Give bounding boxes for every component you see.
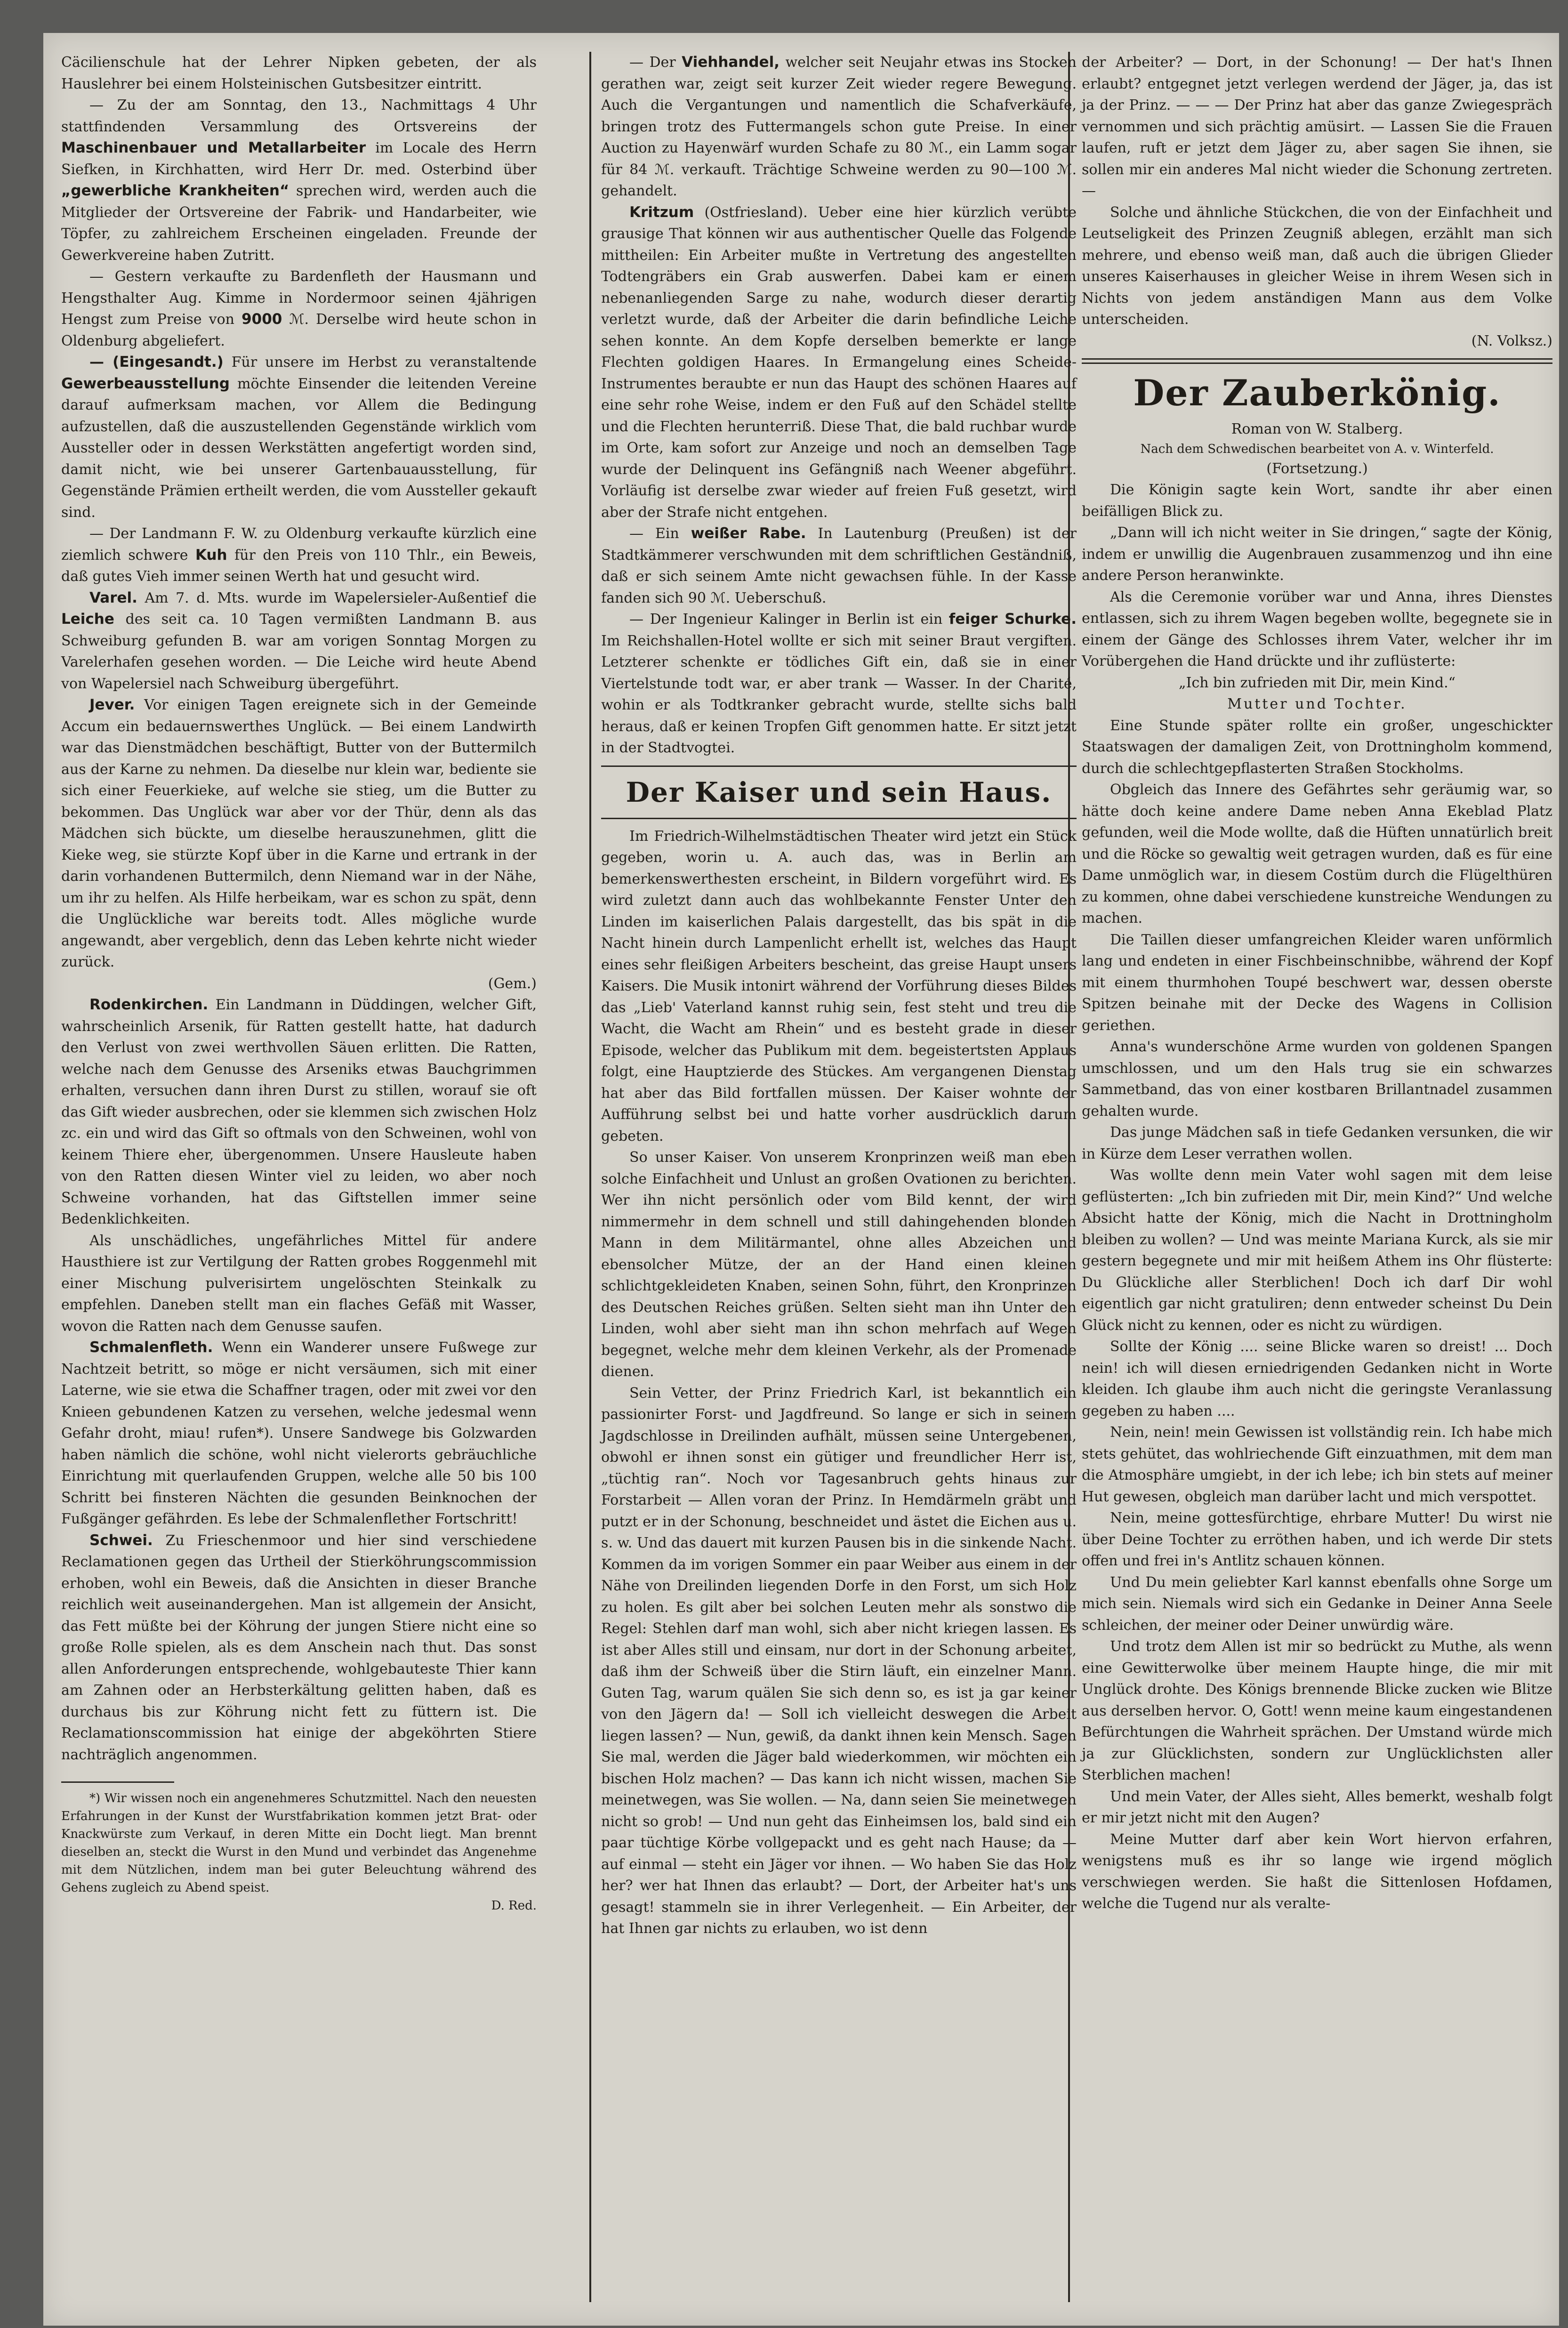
keyword: 9000 (241, 311, 282, 328)
text: Ein Landmann in Düddingen, welcher Gift, wahrscheinlich Arsenik, für Ratten gestellt hatte, hat dadurch den Verlust von zwei werthvollen Säuen erlitten. Die Ratten, welche nach dem Genusse des Arseniks etwas Bauchgrimmen erhalten, versuchen dann ihren Durst zu stillen, worauf sie oft das Gift wieder ausbrechen, oder sie klemmen sich zwischen Holz zc. ein und wird das Gift so oftmals von den Schweinen, wohl von keinem Thiere eher, übergenommen. Unsere Hausleute haben von den Ratten diesen Winter viel zu leiden, wo aber noch Schweine vorhanden, hat das Giftstellen immer seine Bedenklichkeiten. (61, 997, 537, 1227)
serial-paragraph: Obgleich das Innere des Gefährtes sehr geräumig war, so hätte doch keine andere Dame neben Anna Ekeblad Platz gefunden, weil die Mode wollte, daß die Hüften unnatürlich breit und die Röcke so gewaltig weit getragen wurden, daß es für eine Dame unmöglich war, in diesem Costüm durch die Flügelthüren zu kommen, ohne dabei verschiedene kunstreiche Wendungen zu machen. (1082, 781, 1552, 926)
serial-continuation: (Fortsetzung.) (1266, 460, 1368, 477)
news-item (61, 266, 537, 352)
serial-quote: „Ich bin zufrieden mit Dir, mein Kind.“ (1179, 674, 1455, 691)
column-left (61, 52, 537, 1915)
text: — Der (629, 54, 676, 71)
text: (Ostfriesland). Ueber eine hier kürzlich verübte grausige That können wir aus authentischer Quelle das Folgende mittheilen: Ein Arbeiter mußte in Vertretung des angestellten Todtengräbers ein Grab auswerfen. Dabei kam er einem nebenanliegenden Sarge zu nahe, wodurch dieser derartig verletzt wurde, daß der Arbeiter die darin befindliche Leiche sehen konnte. An dem Kopfe derselben bemerkte er lange Flechten goldigen Haares. In Ermangelung eines Scheide-Instrumentes beraubte er nun das Haupt des schönen Haares auf eine sehr rohe Weise, indem er den Fuß auf den Schädel stellte und die Flechten herunterriß. Diese That, die bald ruchbar wurde im Orte, kam sofort zur Anzeige und noch an demselben Tage wurde der Delinquent ins Gefängniß nach Weener abgeführt. Vorläufig ist derselbe zwar wieder auf freien Fuß gesetzt, wird aber der Strafe nicht entgehen. (601, 204, 1077, 521)
text: möchte Einsender die leitenden Vereine darauf aufmerksam machen, vor Allem die Bedingung aufzustellen, daß die auszustellenden Gegenstände wirklich vom Aussteller oder in dessen Werkstätten angefertigt worden sind, damit nicht, wie bei unserer Gartenbauausstellung, für Gegenstände Prämien ertheilt werden, die vom Aussteller gekauft sind. (61, 375, 537, 521)
dateline: Schmalenfleth. (89, 1339, 213, 1356)
chapter-title: Mutter und Tochter. (1227, 696, 1407, 712)
source-note: (N. Volksz.) (1471, 332, 1552, 349)
keyword: weißer Rabe. (691, 525, 806, 542)
text: In Lautenburg (Preußen) ist der Stadtkämmerer verschwunden mit dem schriftlichen Geständniß, daß er sich seinem Amte nicht gewachsen fühle. In der Kasse fanden sich 90 ℳ. Ueberschuß. (601, 525, 1077, 606)
serial-paragraph: Was wollte denn mein Vater wohl sagen mit dem leise geflüsterten: „Ich bin zufrieden mit Dir, mein Kind?“ Und welche Absicht hatte der König, mich die Nacht in Drottningholm bleiben zu wollen? — Und was meinte Mariana Kurck, als sie mir gestern begegnete und mir mit heißem Athem ins Ohr flüsterte: Du Glückliche aller Sterblichen! Doch ich darf Dir wohl eigentlich gar nicht gratuliren; denn entweder scheinst Du Dein Glück nicht zu kennen, oder es nicht zu würdigen. (1082, 1167, 1552, 1334)
serial-paragraph: Anna's wunderschöne Arme wurden von goldenen Spangen umschlossen, und um den Hals trug sie ein schwarzes Sammetband, das von einer kostbaren Brillantnadel zusammen gehalten wurde. (1082, 1039, 1552, 1120)
text: — Gestern verkaufte zu Bardenfleth der Hausmann und Hengsthalter Aug. Kimme in Nordermoor seinen 4jährigen Hengst zum Preise von (61, 268, 537, 328)
news-item (61, 1337, 537, 1530)
dateline: Varel. (89, 589, 137, 606)
text: sprechen wird, werden auch die Mitglieder der Ortsvereine der Fabrik- und Handarbeiter, wie Töpfer, zu zahlreichem Erscheinen eingeladen. Freunde der Gewerkvereine haben Zutritt. (61, 183, 537, 264)
section-divider (601, 765, 1077, 767)
text: Wenn ein Wanderer unsere Fußwege zur Nachtzeit betritt, so möge er nicht versäumen, sich mit einer Laterne, wie sie etwa die Schaffner tragen, oder mit zwei vor den Knieen gebundenen Katzen zu versehen, welche jedesmal wenn Gefahr droht, miau! rufen*). Unsere Sandwege bis Golzwarden haben nämlich die schöne, wohl nicht vielerorts gebräuchliche Einrichtung mit querlaufenden Gruppen, welche alle 50 bis 100 Schritt bei finsteren Nächten die gesunden Beinknochen der Fußgänger gefährden. Es lebe der Schmalenflether Fortschritt! (61, 1339, 537, 1527)
text: Am 7. d. Mts. wurde im Wapelersieler-Außentief die (145, 589, 537, 606)
text: Im Reichshallen-Hotel wollte er sich mit seiner Braut vergiften. Letzterer schenkte er tödliches Gift ein, daß sie in einer Viertelstunde todt war, er aber trank — Wasser. In der Charité, wohin er als Todtkranker gebracht wurde, stellte sichs bald heraus, daß er keinen Tropfen Gift genommen hatte. Er sitzt jetzt in der Stadtvogtei. (601, 632, 1077, 756)
serial-paragraph: Nein, nein! mein Gewissen ist vollständig rein. Ich habe mich stets gehütet, das wohlriechende Gift einzuathmen, mit dem man die Atmosphäre umgiebt, in der ich lebe; ich bin stets auf meiner Hut gewesen, obgleich man darüber lacht und mich verspottet. (1082, 1424, 1552, 1505)
news-item (61, 523, 537, 588)
keyword: Gewerbeausstellung (61, 375, 230, 392)
serial-paragraph: Eine Stunde später rollte ein großer, ungeschickter Staatswagen der damaligen Zeit, von Drottningholm kommend, durch die schlechtgepflasterten Straßen Stockholms. (1082, 717, 1552, 777)
text: — Der Landmann F. W. zu Oldenburg verkaufte kürzlich eine ziemlich schwere (61, 525, 537, 564)
news-item (61, 95, 537, 266)
news-item (601, 523, 1077, 609)
article-paragraph: Im Friedrich-Wilhelmstädtischen Theater wird jetzt ein Stück gegeben, worin u. A. auch das, was in Berlin am bemerkenswerthesten erscheint, in Bildern vorgeführt wird. Es wird zuletzt dann auch das wohlbekannte Fenster Unter den Linden im kaiserlichen Palais dargestellt, das bis spät in die Nacht hinein durch Lampenlicht erhellt ist, welches das Haupt eines sehr fleißigen Arbeiters bescheint, das greise Haupt unsers Kaisers. Die Musik intonirt während der Vorführung dieses Bildes das „Lieb' Vaterland kannst ruhig sein, fest steht und treu die Wacht, die Wacht am Rhein“ und es besteht grade in dieser Episode, welcher das Publikum mit dem. begeistertsten Applaus folgt, eine Hauptzierde des Stückes. Am vergangenen Dienstag hat aber das Bild fortfallen müssen. Der Kaiser wohnte der Aufführung selbst bei und hatte vorher ausdrücklich darum gebeten. (601, 828, 1077, 1144)
serial-paragraph: Nein, meine gottesfürchtige, ehrbare Mutter! Du wirst nie über Deine Tochter zu erröthen haben, und ich werde Dir stets offen und frei in's Antlitz schauen können. (1082, 1510, 1552, 1569)
newspaper-page (43, 33, 1559, 2326)
keyword: Kuh (195, 546, 227, 564)
text: des seit ca. 10 Tagen vermißten Landmann B. aus Schweiburg gefunden B. war am vorigen Sonntag Morgen zu Varelerhafen gesehen worden. — Die Leiche wird heute Abend von Wapelersiel nach Schweiburg übergeführt. (61, 611, 537, 692)
serial-paragraph: Meine Mutter darf aber kein Wort hiervon erfahren, wenigstens muß es ihr so lange wie irgend möglich verschwiegen werden. Sie haßt die Sittenlosen Hofdamen, welche die Tugend nur als veralte- (1082, 1831, 1552, 1912)
section-divider (1082, 358, 1552, 364)
text: — Zu der am Sonntag, den 13., Nachmittags 4 Uhr stattfindenden Versammlung des Ortsvereins der (61, 97, 537, 135)
keyword: Viehhandel, (682, 54, 780, 71)
article-paragraph: Sein Vetter, der Prinz Friedrich Karl, ist bekanntlich ein passionirter Forst- und Jagdfreund. So lange er sich in seinem Jagdschlosse in Dreilinden aufhält, müssen seine Untergebenen, obwohl er ihnen sonst ein gütiger und freundlicher Herr ist, „tüchtig ran“. Noch vor Tagesanbruch gehts hinaus zur Forstarbeit — Allen voran der Prinz. In Hemdärmeln gräbt und putzt er in der Schonung, beschneidet und ästet die Eichen aus u. s. w. Und das dauert mit kurzen Pausen bis in die sinkende Nacht. Kommen da im vorigen Sommer ein paar Weiber aus einem in der Nähe von Dreilinden liegenden Dorfe in den Forst, um sich Holz zu holen. Es gilt aber bei solchen Leuten mehr als sonstwo die Regel: Stehlen darf man wohl, sich aber nicht kriegen lassen. Es ist aber Alles still und einsam, nur dort in der Schonung arbeitet, daß ihm der Schweiß über die Stirn läuft, ein einzelner Mann. Guten Tag, warum quälen Sie sich denn so, es ist ja gar keiner von den Jägern da! — Soll ich vielleicht deswegen die Arbeit liegen lassen? — Nun, gewiß, da dankt ihnen kein Mensch. Sagen Sie mal, werden die Jäger bald wiederkommen, wir möchten ein bischen Holz machen? — Das kann ich nicht wissen, machen Sie meinetwegen, was Sie wollen. — Na, dann seien Sie meinetwegen nicht so grob! — Und nun geht das Einheimsen los, bald sind ein paar tüchtige Körbe vollgepackt und es geht nach Hause; da — auf einmal — steht ein Jäger vor ihnen. — Wo haben Sie das Holz her? wer hat Ihnen das erlaubt? — Dort, der Arbeiter hat's uns gesagt! stammeln sie in ihrer Verlegenheit. — Ein Arbeiter, der hat Ihnen gar nichts zu erlauben, wo ist denn (601, 1385, 1077, 1937)
serial-paragraph: Die Königin sagte kein Wort, sandte ihr aber einen beifälligen Blick zu. (1082, 482, 1552, 520)
serial-author: Roman von W. Stalberg. (1231, 421, 1403, 437)
article-paragraph: der Arbeiter? — Dort, in der Schonung! — Der hat's Ihnen erlaubt? entgegnet jetzt verlegen werdend der Jäger, ja, das ist ja der Prinz. — — — Der Prinz hat aber das ganze Zwiegespräch vernommen und sich prächtig amüsirt. — Lassen Sie die Frauen laufen, ruft er jetzt dem Jäger zu, aber sagen Sie ihnen, sie sollen mir ein anderes Mal nicht wieder die Schonung zertreten. — (1082, 54, 1552, 199)
column-right (1082, 52, 1552, 1915)
keyword: feiger Schurke. (949, 611, 1077, 628)
text: für den Preis von 110 Thlr., ein Beweis, daß gutes Vieh immer seinen Werth hat und gesucht wird. (61, 547, 537, 585)
source-note: (Gem.) (488, 975, 537, 992)
news-item (601, 52, 1077, 202)
article-paragraph: So unser Kaiser. Von unserem Kronprinzen weiß man eben solche Einfachheit und Unlust an großen Ovationen zu berichten. Wer ihn nicht persönlich oder vom Bild kennt, der wird nimmermehr in dem schnell und still dahingehenden blonden Mann in dem Militärmantel, ohne alles Abzeichen und ebensolcher Mütze, der an der Hand einen kleinen schlichtgekleideten Knaben, seinen Sohn, führt, den Kronprinzen des Deutschen Reiches grüßen. Selten sieht man ihn Unter den Linden, wohl aber sieht man ihn schon mehrfach auf Wegen begegnet, welche mehr dem kleinen Verkehr, als der Promenade dienen. (601, 1149, 1077, 1380)
text: — Ein (629, 525, 679, 542)
serial-paragraph: Und trotz dem Allen ist mir so bedrückt zu Muthe, als wenn eine Gewitterwolke über meinem Haupte hinge, die mir mit Unglück drohte. Des Königs brennende Blicke zucken wie Blitze aus derselben hervor. O, Gott! wenn meine kaum eingestandenen Befürchtungen die Wahrheit sprächen. Der Umstand würde mich ja zur Glücklichsten, sondern zur Unglücklichsten aller Sterblichen machen! (1082, 1638, 1552, 1783)
article-heading: Der Kaiser und sein Haus. (626, 776, 1052, 808)
keyword: Leiche (61, 611, 114, 628)
news-item (61, 588, 537, 695)
text: — Der Ingenieur Kalinger in Berlin ist ein (629, 611, 943, 628)
footnote-divider (61, 1781, 174, 1783)
news-item (601, 609, 1077, 759)
serial-paragraph: Und Du mein geliebter Karl kannst ebenfalls ohne Sorge um mich sein. Niemals wird sich ein Gedanke in Deiner Anna Seele schleichen, der meiner oder Deiner unwürdig wäre. (1082, 1574, 1552, 1634)
text: Vor einigen Tagen ereignete sich in der Gemeinde Accum ein bedauernswerthes Unglück. — Bei einem Landwirth war das Dienstmädchen beschäftigt, Butter von der Buttermilch aus der Karne zu nehmen. Da dieselbe nur klein war, bediente sie sich einer Feuerkieke, auf welche sie stieg, um die Butter zu bekommen. Das Unglück war aber vor der Thür, denn als das Mädchen sich bückte, um dieselbe herauszunehmen, glitt die Kieke weg, sie stürzte Kopf über in die Karne und ertrank in der darin vorhandenen Buttermilch, denn Niemand war in der Nähe, um ihr zu helfen. Als Hilfe herbeikam, war es schon zu spät, denn die Unglückliche war bereits todt. Alles mögliche wurde angewandt, aber vergeblich, denn das Leben kehrte nicht wieder zurück. (61, 697, 537, 970)
dateline: Jever. (89, 696, 135, 713)
serial-paragraph: Und mein Vater, der Alles sieht, Alles bemerkt, weshalb folgt er mir jetzt nicht mit den Augen? (1082, 1788, 1552, 1826)
text: Zu Frieschenmoor und hier sind verschiedene Reclamationen gegen das Urtheil der Stierköhrungscommission erhoben, wohl ein Beweis, daß die Ansichten in dieser Branche reichlich weit auseinandergehen. Man ist allgemein der Ansicht, das Fett müßte bei der Köhrung der jungen Stiere nicht eine so große Rolle spielen, als es dem Anschein nach thut. Das sonst allen Anforderungen entsprechende, wohlgebauteste Thier kann am Zahnen oder an Herbsterkältung gelitten haben, daß es durchaus bis zur Köhrung nicht fett zu füttern ist. Die Reclamationscommission hat einige der abgeköhrten Stiere nachträglich angenommen. (61, 1532, 537, 1763)
serial-paragraph: Die Taillen dieser umfangreichen Kleider waren unförmlich lang und endeten in einer Fischbeinschnibbe, während der Kopf mit einem thurmhohen Toupé beschwert war, dessen oberste Spitzen beinahe mit der Decke des Wagens in Collision geriethen. (1082, 931, 1552, 1034)
serial-paragraph: Sollte der König .... seine Blicke waren so dreist! ... Doch nein! ich will diesen erniedrigenden Gedanken nicht in Worte kleiden. Ich glaube ihm auch nicht die geringste Veranlassung gegeben zu haben .... (1082, 1338, 1552, 1419)
column-middle (601, 52, 1077, 1940)
dateline: Schwei. (89, 1531, 153, 1549)
keyword: „gewerbliche Krankheiten“ (61, 182, 289, 199)
news-item (61, 694, 537, 973)
news-item (601, 202, 1077, 524)
keyword: Maschinenbauer und Metallarbeiter (61, 139, 366, 156)
serial-paragraph: Das junge Mädchen saß in tiefe Gedanken versunken, die wir in Kürze dem Leser verrathen wollen. (1082, 1124, 1552, 1162)
text: welcher seit Neujahr etwas ins Stocken gerathen war, zeigt seit kurzer Zeit wieder regere Bewegung. Auch die Vergantungen und namentlich die Schafverkäufe, bringen trotz des Futtermangels schon gute Preise. In einer Auction zu Hayenwärf wurden Schafe zu 80 ℳ., ein Lamm sogar für 84 ℳ. verkauft. Trächtige Schweine werden zu 90—100 ℳ. gehandelt. (601, 54, 1077, 199)
news-item (61, 352, 537, 523)
footnote: *) Wir wissen noch ein angenehmeres Schutzmittel. Nach den neuesten Erfahrungen in der Kunst der Wurstfabrikation kommen jetzt Brat- oder Knackwürste zum Verkauf, in deren Mitte ein Docht liegt. Man brennt dieselben an, steckt die Wurst in den Mund und verbindet das Angenehme mit dem Nützlichen, indem man bei guter Beleuchtung während des Gehens zugleich zu Abend speist. (61, 1791, 537, 1895)
news-item (61, 994, 537, 1230)
keyword: — (Eingesandt.) (89, 354, 224, 371)
text: ℳ. Derselbe wird heute schon in Oldenburg abgeliefert. (61, 311, 537, 349)
news-item: Cäcilienschule hat der Lehrer Nipken gebeten, der als Hauslehrer bei einem Holsteinischen Gutsbesitzer eintritt. (61, 54, 537, 92)
news-item: Als unschädliches, ungefährliches Mittel für andere Hausthiere ist zur Vertilgung der Ratten grobes Roggenmehl mit einer Mischung pulverisirtem ungelöschten Steinkalk zu empfehlen. Daneben stellt man ein flaches Gefäß mit Wasser, wovon die Ratten nach dem Genusse saufen. (61, 1232, 537, 1335)
news-item (61, 1530, 537, 1766)
serial-paragraph: „Dann will ich nicht weiter in Sie dringen,“ sagte der König, indem er unwillig die Augenbrauen zusammenzog und ihn eine andere Person heranwinkte. (1082, 524, 1552, 584)
footnote-signature: D. Red. (491, 1899, 537, 1913)
serial-credit: Nach dem Schwedischen bearbeitet von A. v. Winterfeld. (1140, 442, 1494, 456)
article-paragraph: Solche und ähnliche Stückchen, die von der Einfachheit und Leutseligkeit des Prinzen Zeugniß ablegen, erzählt man sich mehrere, und ebenso weiß man, daß auch die übrigen Glieder unseres Kaiserhauses in gleicher Weise in ihrem Wesen sich in Nichts von jedem anständigen Mann aus dem Volke unterscheiden. (1082, 204, 1552, 328)
column-divider (589, 52, 591, 2302)
serial-paragraph: Als die Ceremonie vorüber war und Anna, ihres Dienstes entlassen, sich zu ihrem Wagen begeben wollte, begegnete sie in einem der Gänge des Schlosses ihrem Vater, welcher ihr im Vorübergehen die Hand drückte und ihr zuflüsterte: (1082, 588, 1552, 669)
section-divider (601, 818, 1077, 819)
serial-title: Der Zauberkönig. (1133, 372, 1501, 414)
text: im Locale des Herrn Siefken, in Kirchhatten, wird Herr Dr. med. Osterbind über (61, 140, 537, 178)
text: Für unsere im Herbst zu veranstaltende (231, 354, 537, 371)
dateline: Rodenkirchen. (89, 996, 209, 1013)
dateline: Kritzum (629, 203, 694, 221)
